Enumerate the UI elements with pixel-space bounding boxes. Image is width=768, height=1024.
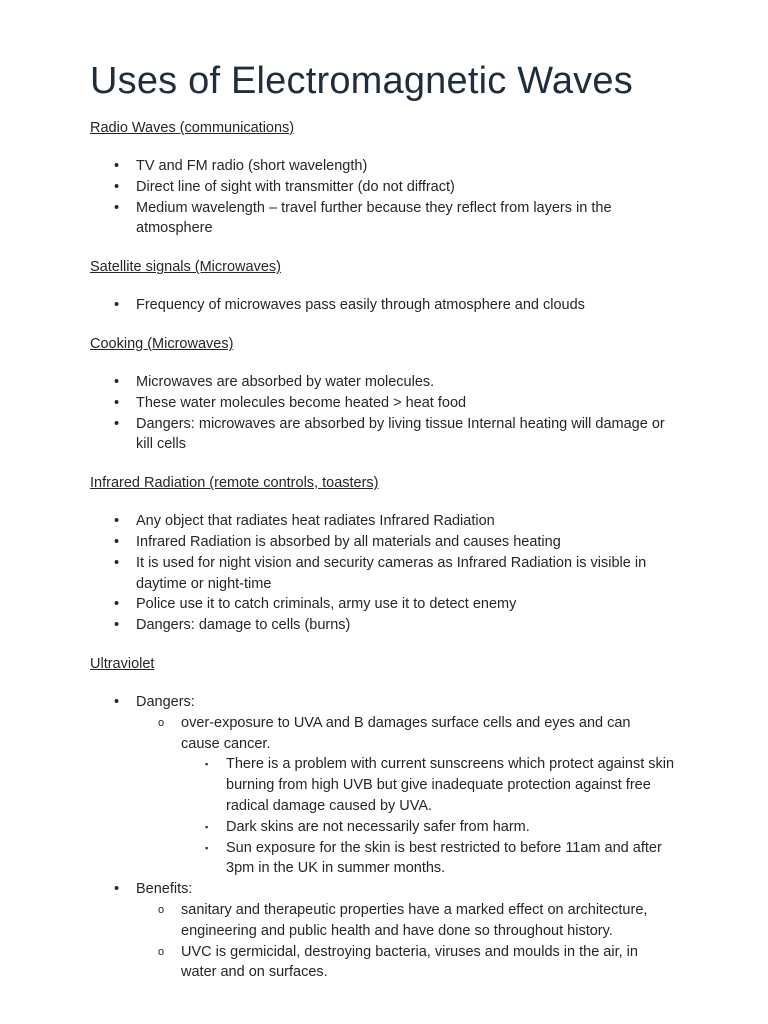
list-item bbox=[90, 414, 681, 456]
sublist-benefits bbox=[136, 900, 681, 983]
bullet-icon: • bbox=[114, 297, 120, 314]
list-item bbox=[136, 942, 671, 984]
list-item-text: over-exposure to UVA and B damages surface cells and eyes and can cause cancer. bbox=[181, 714, 631, 752]
list-item bbox=[181, 754, 681, 816]
section-heading-satellite-signals: Satellite signals (Microwaves) bbox=[90, 259, 281, 276]
list-item-text: These water molecules become heated > heat food bbox=[136, 394, 467, 411]
list-item bbox=[136, 713, 675, 879]
bullet-icon: • bbox=[114, 199, 120, 216]
bullet-icon: • bbox=[114, 178, 120, 195]
section-heading-radio-waves: Radio Waves (communications) bbox=[90, 120, 295, 136]
bullet-icon: • bbox=[114, 394, 120, 411]
list-item bbox=[90, 615, 681, 636]
list-item bbox=[90, 198, 681, 240]
list-ultraviolet bbox=[90, 692, 768, 983]
list-item bbox=[90, 177, 681, 198]
list-item-text: Police use it to catch criminals, army use it to detect enemy bbox=[136, 596, 517, 613]
list-item-text: Direct line of sight with transmitter (do not diffract) bbox=[136, 178, 455, 195]
list-item-text: Dark skins are not necessarily safer from harm. bbox=[226, 818, 530, 835]
list-item-text: Benefits: bbox=[136, 881, 193, 898]
list-item bbox=[90, 532, 681, 553]
list-item bbox=[90, 372, 681, 393]
section-heading-ultraviolet: Ultraviolet bbox=[90, 655, 155, 672]
list-item-text: Dangers: bbox=[136, 693, 195, 710]
square-bullet-icon: ▪ bbox=[205, 842, 209, 853]
bullet-icon: • bbox=[114, 596, 120, 613]
sublist-dangers bbox=[136, 713, 681, 879]
bullet-icon: • bbox=[114, 554, 120, 571]
list-item bbox=[90, 594, 681, 615]
square-bullet-icon: ▪ bbox=[205, 759, 209, 770]
circle-bullet-icon: o bbox=[158, 903, 165, 916]
list-item-text: It is used for night vision and security cameras as Infrared Radiation is visible in daytime or night-time bbox=[136, 554, 647, 592]
list-item bbox=[90, 295, 681, 316]
list-item-text: Medium wavelength – travel further because they reflect from layers in the atmosphere bbox=[136, 199, 612, 237]
sublist-danger-details bbox=[181, 754, 675, 879]
circle-bullet-icon: o bbox=[158, 945, 165, 958]
section-heading-infrared: Infrared Radiation (remote controls, toasters) bbox=[90, 475, 379, 492]
circle-bullet-icon: o bbox=[158, 716, 165, 729]
list-cooking bbox=[90, 372, 768, 455]
list-item bbox=[136, 900, 671, 942]
list-item bbox=[181, 838, 681, 880]
bullet-icon: • bbox=[114, 513, 120, 530]
list-item-text: UVC is germicidal, destroying bacteria, viruses and moulds in the air, in water and on surfaces. bbox=[181, 943, 638, 981]
list-item-text: Dangers: microwaves are absorbed by living tissue Internal heating will damage or kill cells bbox=[136, 415, 665, 453]
bullet-icon: • bbox=[114, 415, 120, 432]
page-title: Uses of Electromagnetic Waves bbox=[90, 60, 633, 102]
list-item-text: TV and FM radio (short wavelength) bbox=[136, 158, 368, 174]
list-item-text: Microwaves are absorbed by water molecules. bbox=[136, 373, 435, 390]
bullet-icon: • bbox=[114, 373, 120, 390]
section-heading-cooking: Cooking (Microwaves) bbox=[90, 335, 234, 352]
list-item-text: Frequency of microwaves pass easily through atmosphere and clouds bbox=[136, 297, 585, 314]
list-item-dangers bbox=[90, 692, 681, 879]
list-satellite-signals bbox=[90, 295, 768, 316]
bullet-icon: • bbox=[114, 693, 120, 710]
list-item bbox=[90, 393, 681, 414]
list-item-text: Sun exposure for the skin is best restricted to before 11am and after 3pm in the UK in summer months. bbox=[226, 839, 662, 877]
list-item-text: Dangers: damage to cells (burns) bbox=[136, 617, 351, 634]
bullet-icon: • bbox=[114, 158, 120, 174]
bullet-icon: • bbox=[114, 533, 120, 550]
list-infrared bbox=[90, 511, 768, 636]
list-item-text: There is a problem with current sunscreens which protect against skin burning from high UVB but give inadequate protection against free radical damage caused by UVA. bbox=[226, 756, 675, 814]
list-item-text: sanitary and therapeutic properties have a marked effect on architecture, engineering and public health and have done so throughout history. bbox=[181, 901, 648, 939]
list-item-text: Infrared Radiation is absorbed by all materials and causes heating bbox=[136, 533, 561, 550]
bullet-icon: • bbox=[114, 881, 120, 898]
list-item bbox=[181, 817, 681, 838]
bullet-icon: • bbox=[114, 617, 120, 634]
square-bullet-icon: ▪ bbox=[205, 821, 209, 832]
list-item-text: Any object that radiates heat radiates Infrared Radiation bbox=[136, 513, 495, 530]
list-item bbox=[90, 553, 681, 595]
list-item bbox=[90, 156, 681, 177]
list-item-benefits bbox=[90, 879, 681, 983]
list-radio-waves bbox=[90, 156, 768, 239]
list-item bbox=[90, 511, 681, 532]
